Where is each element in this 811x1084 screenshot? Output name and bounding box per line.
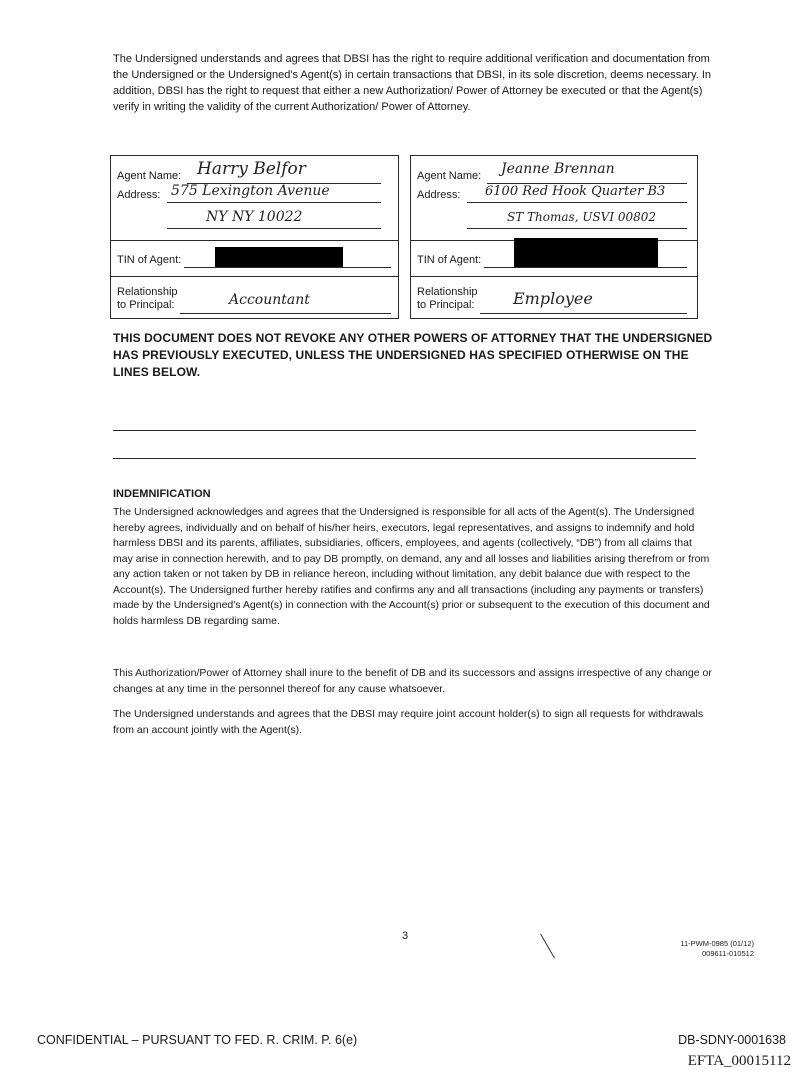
tin-redaction bbox=[215, 247, 343, 267]
inure-paragraph: This Authorization/Power of Attorney shall inure to the benefit of DB and its successors and assigns irrespective of any change or changes at any time in the personnel thereof for any cause whatsoever. bbox=[113, 667, 712, 695]
agent-1-name: Harry Belfor bbox=[197, 159, 306, 179]
specification-line-2 bbox=[113, 458, 696, 459]
confidential-notice: CONFIDENTIAL – PURSUANT TO FED. R. CRIM. P. 6(e) bbox=[37, 1033, 358, 1047]
agent-2-address-line2: ST Thomas, USVI 00802 bbox=[507, 210, 657, 224]
address-label: Address: bbox=[117, 189, 161, 201]
agent-1-address-line2: NY NY 10022 bbox=[206, 209, 303, 225]
agent-1-address-line1: 575 Lexington Avenue bbox=[171, 183, 330, 199]
revocation-notice: THIS DOCUMENT DOES NOT REVOKE ANY OTHER POWERS OF ATTORNEY THAT THE UNDERSIGNED HAS PREVIOUSLY EXECUTED, UNLESS THE UNDERSIGNED HAS SPECIFIED OTHERWISE ON THE LINES BELOW. bbox=[113, 331, 713, 379]
agent-name-label: Agent Name: bbox=[117, 170, 182, 182]
pen-mark bbox=[540, 934, 555, 959]
tin-label: TIN of Agent: bbox=[117, 254, 182, 266]
bates-number: DB-SDNY-0001638 bbox=[678, 1033, 786, 1047]
agent-name-label: Agent Name: bbox=[417, 170, 482, 182]
indemnification-body: The Undersigned acknowledges and agrees that the Undersigned is responsible for all acts of the Agent(s). The Undersigned hereby agrees, individually and on behalf of his/her heirs, executors, legal representatives, and assigns to indemnify and hold harmless DBSI and its parents, affiliates, subsidiaries, officers, employees, and agents (collectively, “DB”) from all claims that may arise in connection herewith, and to pay DB promptly, on demand, any and all losses and liabilities arising therefrom or from any action taken or not taken by DB in reliance hereon, including without limitation, any debit balance due with respect to the Account(s). The Undersigned further hereby ratifies and confirms any and all transactions (including any payments or transfers) made by the Undersigned's Agent(s) in connection with the Account(s) prior or subsequent to the execution of this document and holds harmless DB regarding same. bbox=[113, 506, 710, 627]
relationship-label: Relationship to Principal: bbox=[117, 286, 178, 311]
agent-1-box bbox=[110, 155, 399, 319]
indemnification-heading: INDEMNIFICATION bbox=[113, 488, 211, 500]
tin-redaction bbox=[514, 238, 658, 267]
agent-1-relationship: Accountant bbox=[229, 292, 310, 308]
form-code: 11-PWM-0985 (01/12) 009611-010512 bbox=[680, 939, 754, 958]
joint-account-paragraph: The Undersigned understands and agrees that the DBSI may require joint account holder(s) to sign all requests for withdrawals from an account jointly with the Agent(s). bbox=[113, 708, 704, 736]
intro-paragraph: The Undersigned understands and agrees that DBSI has the right to require additional verification and documentation from the Undersigned or the Undersigned's Agent(s) in certain transactions that DBSI, in its sole discretion, deems necessary. In addition, DBSI has the right to request that either a new Authorization/ Power of Attorney be executed or that the Agent(s) verify in writing the validity of the current Authorization/ Power of Attorney. bbox=[113, 53, 712, 113]
agent-2-name: Jeanne Brennan bbox=[501, 161, 615, 177]
relationship-label: Relationship to Principal: bbox=[417, 286, 478, 311]
specification-line-1 bbox=[113, 430, 696, 431]
agent-2-address-line1: 6100 Red Hook Quarter B3 bbox=[485, 184, 666, 199]
address-label: Address: bbox=[417, 189, 461, 201]
tin-label: TIN of Agent: bbox=[417, 254, 482, 266]
agent-2-relationship: Employee bbox=[513, 289, 593, 308]
efta-number: EFTA_00015112 bbox=[687, 1053, 791, 1069]
agent-2-box bbox=[410, 155, 698, 319]
page-number: 3 bbox=[402, 930, 409, 942]
